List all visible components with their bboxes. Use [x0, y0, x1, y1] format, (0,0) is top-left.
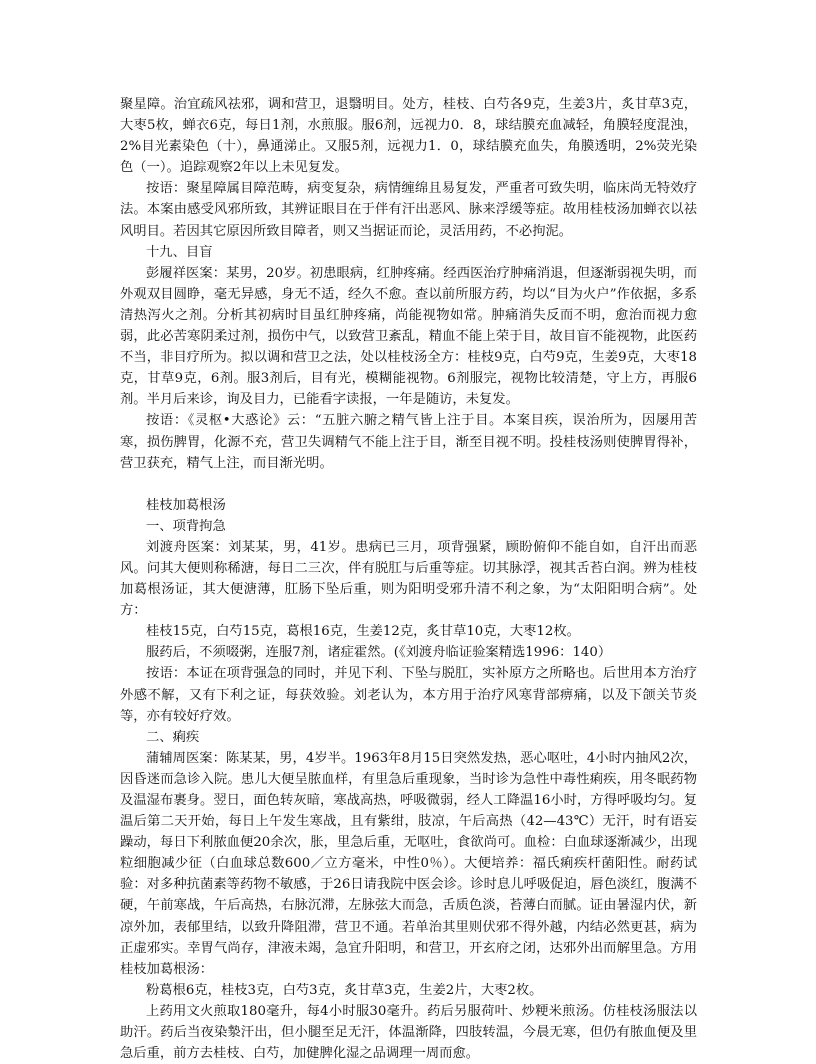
paragraph: 上药用文火煎取180毫升，每4小时服30毫升。药后另服荷叶、炒粳米煎汤。仿桂枝汤服法以助汗。药后当夜染漐汗出，但小腿至足无汗，体温渐降，四肢转温，今晨无寒，但仍有脓血便及里急后重，前方去桂枝、白芍，加健脾化湿之品调理一周而愈。 — [120, 1003, 697, 1062]
paragraph: 一、项背拘急 — [146, 518, 226, 534]
paragraph: 按语：本证在项背强急的同时，并见下利、下坠与脱肛，实补原方之所略也。后世用本方治疗外感不解，又有下利之证，每获效验。刘老认为，本方用于治疗风寒背部痹痛，以及下颌关节炎等，亦有较好疗效。 — [120, 666, 697, 724]
paragraph: 刘渡舟医案：刘某某，男，41岁。患病已三月，项背强紧，顾盼俯仰不能自如，自汗出而恶风。问其大便则称稀溏，每日二三次，伴有脱肛与后重等症。切其脉浮，视其舌苔白润。辨为桂枝加葛根汤证，其大便溏薄，肛肠下坠后重，则为阳明受邪升清不利之象，为“太阳阳明合病”。处方： — [120, 539, 697, 619]
paragraph: 蒲辅周医案：陈某某，男，4岁半。1963年8月15日突然发热，恶心呕吐，4小时内抽风2次，因昏迷而急诊入院。患儿大便呈脓血样，有里急后重现象，当时诊为急性中毒性痢疾，用冬眠药物及温湿布裹身。翌日，面色转灰暗，寒战高热，呼吸微弱，经人工降温16小时，方得呼吸均匀。复温后第二天开始，每日上午发生寒战，且有紫绀，肢凉，午后高热（42—43℃）无汗，时有语妄躁动，每日下利脓血便20余次，胀，里急后重，无呕吐，食欲尚可。血检：白血球逐渐减少，出现粒细胞减少征（白血球总数600／立方毫米，中性0％）。大便培养：福氏痢疾杆菌阳性。耐药试验：对多种抗菌素等药物不敏感，于26日请我院中医会诊。诊时息儿呼吸促迫，唇色淡红，腹满不硬，午前寒战，午后高热，右脉沉滞，左脉弦大而急，舌质色淡，苔薄白而腻。证由暑湿内伏，新凉外加，表郁里结，以致升降阻滞，营卫不通。若单治其里则伏邪不得外越，内结必然更甚，病为正虚邪实。幸胃气尚存，津液未竭，急宜升阳明，和营卫，开玄府之闭，达邪外出而解里急。方用桂枝加葛根汤： — [120, 750, 697, 977]
paragraph: 二、痢疾 — [146, 729, 200, 745]
paragraph: 按语：聚星障属目障范畴，病变复杂，病情缠绵且易复发，严重者可致失明，临床尚无特效疗法。本案由感受风邪所致，其辨证眼目在于伴有汗出恶风、脉来浮缓等症。故用桂枝汤加蝉衣以祛风明目。若因其它原因所致目障者，则又当据证而论，灵活用药，不必拘泥。 — [120, 181, 697, 239]
paragraph: 十九、目盲 — [146, 244, 213, 260]
section-gap — [120, 474, 697, 495]
document-body — [120, 94, 697, 1064]
paragraph: 按语：《灵枢•大惑论》云：“五脏六腑之精气皆上注于目。本案目疾，误治所为，因屡用苦寒，损伤脾胃，化源不充，营卫失调精气不能上注于目，渐至目视不明。投桂枝汤则使脾胃得补，营卫获充，精气上注，而目渐光明。 — [120, 413, 697, 471]
paragraph: 服药后，不须啜粥，连服7剂，诸症霍然。(《刘渡舟临证验案精选1996：140） — [146, 645, 612, 661]
paragraph: 桂枝15克，白芍15克，葛根16克，生姜12克，炙甘草10克，大枣12枚。 — [146, 624, 580, 640]
paragraph: 粉葛根6克，桂枝3克，白芍3克，炙甘草3克，生姜2片，大枣2枚。 — [146, 982, 543, 998]
paragraph: 聚星障。治宜疏风祛邪，调和营卫，退翳明目。处方，桂枝、白芍各9克，生姜3片，炙甘草3克，大枣5枚，蝉衣6克，每日1剂，水煎服。服6剂，远视力0．8，球结膜充血减轻，角膜轻度混浊，2%目光素染色（十），鼻通涕止。又服5剂，远视力1．0，球结膜充血失，角膜透明，2%荧光染色（一）。追踪观察2年以上未见复发。 — [120, 97, 697, 176]
paragraph: 彭履祥医案：某男，20岁。初患眼病，红肿疼痛。经西医治疗肿痛消退，但逐渐弱视失明，而外观双目圆睁，毫无异感，身无不适，经久不愈。查以前所服方药，均以“目为火户”作依据，多系清热泻火之剂。分析其初病时目虽红肿疼痛，尚能视物如常。肿痛消失反而不明，愈治而视力愈弱，此必苦寒阴柔过剂，损伤中气，以致营卫紊乱，精血不能上荣于目，故目盲不能视物，此医药不当，非目疗所为。拟以调和营卫之法，处以桂枝汤全方：桂枝9克，白芍9克，生姜9克，大枣18克，甘草9克，6剂。服3剂后，目有光，模糊能视物。6剂服完，视物比较清楚，守上方，再服6剂。半月后来诊，询及目力，已能看字读报，一年是随访，未复发。 — [120, 265, 697, 408]
paragraph: 桂枝加葛根汤 — [146, 497, 226, 513]
